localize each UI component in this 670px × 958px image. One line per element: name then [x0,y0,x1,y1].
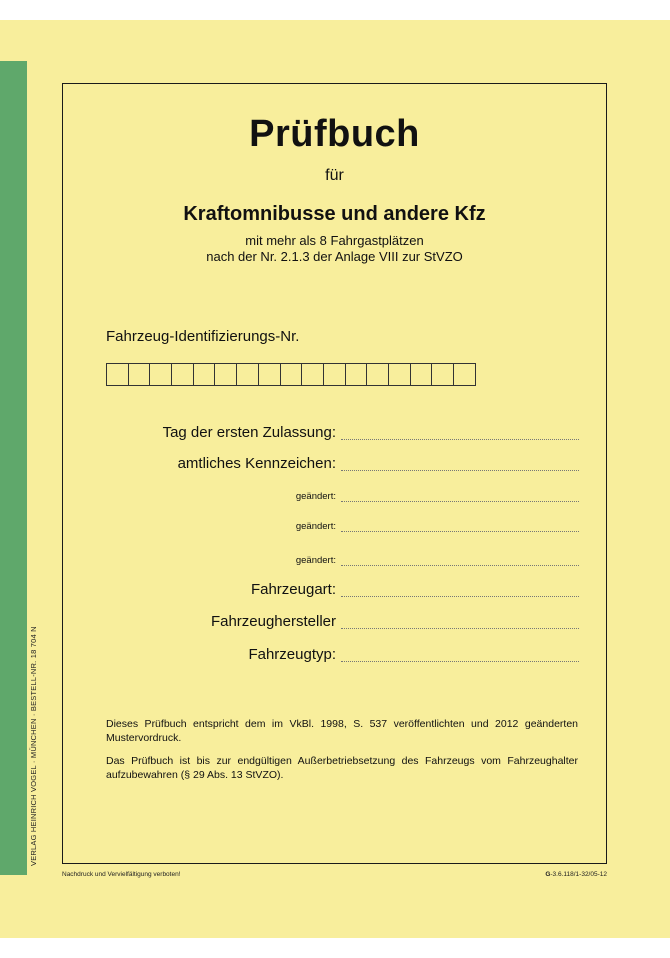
field-line-vehicle-model[interactable] [341,661,579,662]
fin-char-box[interactable] [259,363,281,386]
fin-char-box[interactable] [432,363,454,386]
copyright-footer: Nachdruck und Vervielfältigung verboten! [62,871,181,878]
form-number-prefix: G [545,871,551,878]
green-binding-strip [0,61,27,875]
field-label-manufacturer: Fahrzeughersteller [210,613,336,630]
field-line-first-registration[interactable] [341,439,579,440]
fin-input-boxes[interactable] [106,363,476,386]
fin-char-box[interactable] [194,363,216,386]
fin-char-box[interactable] [367,363,389,386]
subheading-line-1: mit mehr als 8 Fahrgastplätzen [245,233,424,248]
fin-char-box[interactable] [346,363,368,386]
fin-char-box[interactable] [411,363,433,386]
title-preposition: für [325,167,344,184]
field-line-vehicle-type-class[interactable] [341,596,579,597]
field-line-changed-2[interactable] [341,531,579,532]
fin-char-box[interactable] [324,363,346,386]
fin-char-box[interactable] [215,363,237,386]
fin-char-box[interactable] [281,363,303,386]
fin-label: Fahrzeug-Identifizierungs-Nr. [106,328,300,345]
note-retention: Das Prüfbuch ist bis zur endgültigen Außerbetriebsetzung des Fahrzeugs vom Fahrzeughalter aufzubewahren (§ 29 Abs. 13 StVZO). [106,755,578,781]
vehicle-category-heading: Kraftomnibusse und andere Kfz [183,203,486,225]
note-standard-form: Dieses Prüfbuch entspricht dem im VkBl. 1998, S. 537 veröffentlichten und 2012 geänderten Mustervordruck. [106,718,578,744]
fin-char-box[interactable] [150,363,172,386]
fin-char-box[interactable] [172,363,194,386]
document-title: Prüfbuch [249,113,420,155]
subheading-line-2: nach der Nr. 2.1.3 der Anlage VIII zur StVZO [206,249,463,264]
fin-char-box[interactable] [129,363,151,386]
field-label-changed-3: geändert: [295,555,336,566]
field-label-vehicle-model: Fahrzeugtyp: [248,646,336,663]
field-label-license-plate: amtliches Kennzeichen: [177,455,336,472]
field-line-changed-3[interactable] [341,565,579,566]
field-line-license-plate[interactable] [341,470,579,471]
fin-char-box[interactable] [454,363,476,386]
form-number-code: -3.6.118/1-32/05-12 [550,871,607,878]
fin-char-box[interactable] [107,363,129,386]
fin-char-box[interactable] [237,363,259,386]
fin-char-box[interactable] [389,363,411,386]
field-line-manufacturer[interactable] [341,628,579,629]
form-number-footer [545,871,607,878]
field-label-first-registration: Tag der ersten Zulassung: [162,424,336,441]
field-label-changed-1: geändert: [295,491,336,502]
field-label-changed-2: geändert: [295,521,336,532]
cover-frame [62,83,607,864]
publisher-side-text: VERLAG HEINRICH VOGEL · MÜNCHEN · BESTELL-NR. 18 704 N [29,626,38,866]
field-label-vehicle-type-class: Fahrzeugart: [250,581,336,598]
fin-char-box[interactable] [302,363,324,386]
field-line-changed-1[interactable] [341,501,579,502]
